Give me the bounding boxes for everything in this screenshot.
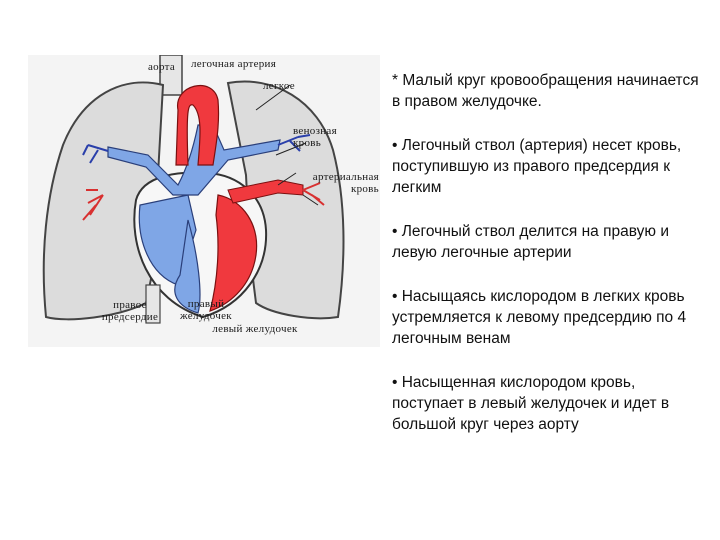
label-left-ventricle: левый желудочек xyxy=(212,323,298,335)
text-point-aorta: • Насыщенная кислородом кровь, поступает в левый желудочек и идет в большой круг через аорту xyxy=(392,374,670,433)
label-right-atrium: правое предсердие xyxy=(101,299,159,323)
label-aorta: аорта xyxy=(148,61,176,73)
label-lung: легкое xyxy=(263,80,295,92)
label-pulmonary-artery: легочная артерия xyxy=(191,58,277,70)
label-venous-blood: венозная кровь xyxy=(293,125,337,149)
text-intro: * Малый круг кровообращения начинается в правом желудочке. xyxy=(392,72,699,110)
description-text xyxy=(392,70,710,458)
text-point-veins: • Насыщаясь кислородом в легких кровь устремляется к левому предсердию по 4 легочным венам xyxy=(392,288,687,347)
text-point-trunk: • Легочный ствол (артерия) несет кровь, поступившую из правого предсердия к легким xyxy=(392,137,682,196)
label-arterial-blood: артериальная кровь xyxy=(312,171,379,195)
label-right-ventricle: правый желудочек xyxy=(180,298,232,322)
text-point-branches: • Легочный ствол делится на правую и левую легочные артерии xyxy=(392,223,669,261)
heart-lungs-diagram xyxy=(28,55,380,347)
